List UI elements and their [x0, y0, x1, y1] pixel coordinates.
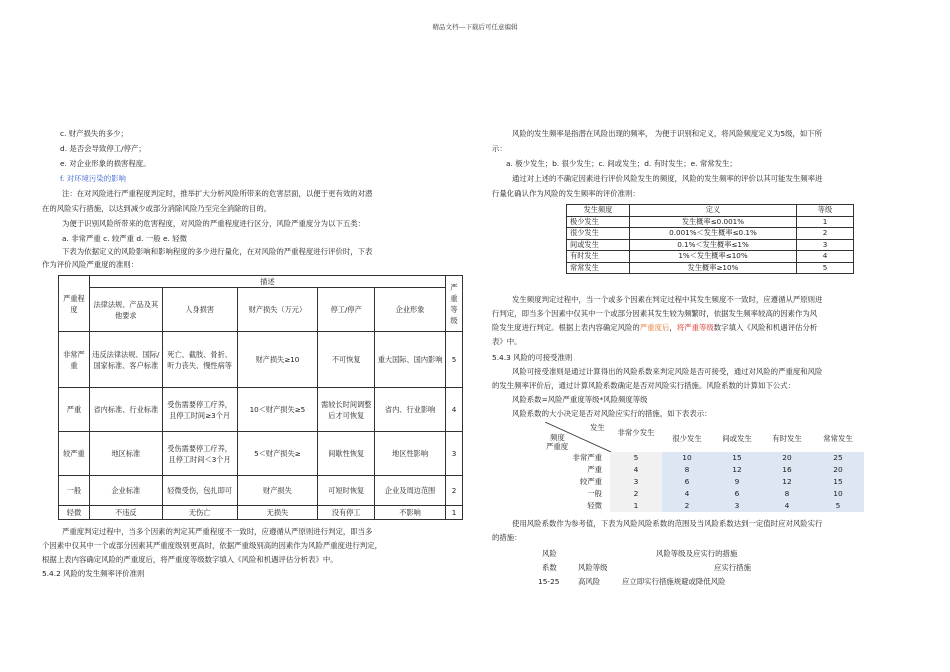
- matrix-cell: 25: [833, 453, 843, 462]
- matrix-cell: 12: [732, 465, 742, 474]
- freq-cell: 0.1%＜发生概率≤1%: [630, 239, 797, 251]
- classify-line: 为便于识别风险所带来的危害程度，对风险的严重程度进行区分，风险严重度分为以下五类：: [62, 219, 366, 228]
- freq-para-3a: 险发生度进行判定。根据上表内容确定风险的: [492, 323, 640, 332]
- sev-cell: 3: [445, 432, 462, 476]
- matrix-cell: 8: [784, 489, 790, 498]
- accept-line-2: 的发生频率评价后，通过计算风险系数确定是否对风险实行措施。风险系数的计算如下公式：: [492, 381, 796, 390]
- freq-para-3b: 严重度后: [639, 323, 670, 332]
- table-row: [567, 216, 854, 228]
- table-row: [567, 251, 854, 263]
- sev-cell: 非常严重: [59, 332, 90, 388]
- sev-col-image: 企业形象: [375, 288, 446, 332]
- sev-cell: 轻微受伤，包扎即可: [162, 476, 237, 506]
- sev-cell: 财产损失≥10: [237, 332, 318, 388]
- sev-cell: 受伤需要停工疗养，且停工时间≥3个月: [162, 388, 237, 432]
- table-intro-2: 作为评价风险严重度的准则：: [42, 260, 139, 269]
- matrix-cell: 5: [835, 501, 841, 510]
- sev-col-injury: 人身损害: [162, 288, 237, 332]
- matrix-col-head: 有时发生: [772, 434, 802, 443]
- matrix-cell: 3: [734, 501, 740, 510]
- item-c: c. 财产损失的多少；: [60, 129, 128, 138]
- matrix-cell: 6: [734, 489, 740, 498]
- table-row: [59, 476, 463, 506]
- sev-cell: 不违反: [89, 506, 162, 520]
- matrix-cell: 20: [782, 453, 792, 462]
- freq-para-3e: 数字填入《风险和机遇评估分析: [713, 323, 818, 332]
- matrix-cell: 2: [684, 501, 690, 510]
- accept-line-1: 风险可接受准则是通过计算得出的风险系数来判定风险是否可接受，通过对风险的严重度和风险: [512, 367, 823, 376]
- measures-intro-1: 使用风险系数作为参考值，下表为风险风险系数的范围及当风险系数达到一定值时应对风险实行: [512, 519, 823, 528]
- sev-cell: 省内标准、行业标准: [89, 388, 162, 432]
- matrix-col-head: 非常少发生: [617, 428, 655, 437]
- matrix-cell: 6: [684, 477, 690, 486]
- severity-table: [58, 275, 463, 520]
- table-row: [59, 388, 463, 432]
- frequency-table: [566, 204, 854, 274]
- matrix-row-label: 轻微: [587, 501, 602, 510]
- sev-col-severity: 严重程度: [59, 276, 90, 332]
- freq-cell: 极少发生: [567, 216, 630, 228]
- sev-cell: 重大国际、国内影响: [375, 332, 446, 388]
- sev-cell: 10＜财产损失≥5: [237, 388, 318, 432]
- matrix-row-label: 严重: [587, 465, 602, 474]
- freq-cell: 1%＜发生概率≤10%: [630, 251, 797, 263]
- sev-cell: 不可恢复: [318, 332, 375, 388]
- freq-cell: 间或发生: [567, 239, 630, 251]
- matrix-corner-occur: 发生: [590, 423, 605, 432]
- freq-para-4: 表》中。: [492, 337, 522, 346]
- freq-cell: 有时发生: [567, 251, 630, 263]
- section-543: 5.4.3 风险的可接受准则: [492, 353, 573, 362]
- matrix-corner-freq: 频度: [550, 433, 565, 442]
- sev-cell: 轻微: [59, 506, 90, 520]
- sev-cell: 省内、行业影响: [375, 388, 446, 432]
- sev-col-property: 财产损失（万元）: [237, 288, 318, 332]
- freq-col-def: 定义: [630, 205, 797, 217]
- sev-cell: 地区性影响: [375, 432, 446, 476]
- freq-intro-2: 示：: [492, 144, 507, 153]
- freq-intro-3: 通过对上述的不确定因素进行评价风险发生的频度，风险的发生频率的评价以其可能发生频率进: [512, 174, 823, 183]
- freq-col-name: 发生频度: [567, 205, 630, 217]
- sev-cell: 财产损失: [237, 476, 318, 506]
- table-row: [567, 262, 854, 274]
- freq-cell: 3: [797, 239, 854, 251]
- sev-cell: 企业标准: [89, 476, 162, 506]
- sev-cell: 5＜财产损失≥: [237, 432, 318, 476]
- matrix-row-label: 非常严重: [572, 453, 602, 462]
- freq-para-3d: 将严重等级: [676, 323, 714, 332]
- measures-h1: 风险: [542, 549, 557, 558]
- accept-line-4: 风险系数的大小决定是否对风险应实行的措施，如下表表示：: [512, 409, 712, 418]
- matrix-cell: 4: [684, 489, 690, 498]
- freq-cell: 很少发生: [567, 228, 630, 240]
- freq-cell: 常常发生: [567, 262, 630, 274]
- sev-cell: 可短时恢复: [318, 476, 375, 506]
- sev-col-stop: 停工/停产: [318, 288, 375, 332]
- measures-h5: 应实行措施: [714, 563, 751, 572]
- sev-cell: 地区标准: [89, 432, 162, 476]
- table-row: [567, 228, 854, 240]
- freq-cell: 发生概率≥10%: [630, 262, 797, 274]
- matrix-cell: 12: [782, 477, 792, 486]
- matrix-row-label: 较严重: [579, 477, 602, 486]
- matrix-cell: 5: [633, 453, 639, 462]
- item-e: e. 对企业形象的损害程度。: [60, 159, 151, 168]
- matrix-cell: 1: [633, 501, 639, 510]
- matrix-col-head: 间或发生: [722, 434, 752, 443]
- sev-group-header: 描述: [89, 276, 445, 288]
- table-row: [59, 332, 463, 388]
- freq-cell: 发生概率≤0.001%: [630, 216, 797, 228]
- freq-para-3c: ，: [669, 323, 677, 332]
- sev-cell: 一般: [59, 476, 90, 506]
- sev-cell: 无伤亡: [162, 506, 237, 520]
- sev-cell: 2: [445, 476, 462, 506]
- item-f-heading: f. 对环境污染的影响: [60, 174, 126, 183]
- freq-cell: 2: [797, 228, 854, 240]
- page-header: 精品文档---下载后可任意编辑: [432, 23, 518, 31]
- matrix-row-label: 一般: [587, 489, 602, 498]
- measures-h2: 风险等级及应实行的措施: [656, 549, 738, 558]
- after-line-2: 个因素中仅其中一个或部分因素其严重度级别更高时，依据严重级别高的因素作为风险严重度进行判定，: [42, 541, 382, 550]
- matrix-cell: 15: [732, 453, 742, 462]
- matrix-col-head: 常常发生: [823, 434, 853, 443]
- freq-cell: 1: [797, 216, 854, 228]
- note-line-2: 在的风险实行措施，以达到减少或部分消除风险乃至完全消除的目的。: [42, 204, 272, 213]
- matrix-corner-sev: 严重度: [546, 442, 569, 451]
- note-line-1: 注：在对风险进行严重程度判定时，推举扩大分析风险所带来的危害层面，以便于更有效的对潜: [62, 189, 373, 198]
- matrix-cell: 16: [782, 465, 792, 474]
- five-classes: a. 非常严重 c. 较严重 d. 一般 e. 轻微: [62, 234, 187, 243]
- sev-cell: 5: [445, 332, 462, 388]
- sev-cell: 无损失: [237, 506, 318, 520]
- measures-intro-2: 的措施：: [492, 533, 522, 542]
- freq-cell: 4: [797, 251, 854, 263]
- freq-para-1: 发生频度判定过程中，当一个或多个因素在判定过程中其发生频度不一致时，应遵循从严原则进: [512, 295, 823, 304]
- freq-cell: 5: [797, 262, 854, 274]
- sev-cell: 没有停工: [318, 506, 375, 520]
- sev-cell: 受伤需要停工疗养，且停工时间＜3个月: [162, 432, 237, 476]
- freq-intro-1: 风险的发生频率是指潜在风险出现的频率， 为便于识别和定义，将风险频度定义为5级，如下所: [512, 129, 823, 138]
- freq-col-level: 等级: [797, 205, 854, 217]
- matrix-cell: 9: [734, 477, 740, 486]
- freq-classes: a. 极少发生；b. 很少发生；c. 间或发生；d. 有时发生；e. 常常发生；: [506, 159, 737, 168]
- sev-col-level: 严重等级: [445, 276, 462, 332]
- table-row: [567, 239, 854, 251]
- matrix-cell: 10: [682, 453, 692, 462]
- sev-cell: 违反法律法规、国际/国家标准、客户标准: [89, 332, 162, 388]
- after-line-3: 根据上表内容确定风险的严重度后，将严重度等级数字填入《风险和机遇评估分析表》中。: [42, 555, 338, 564]
- freq-para-2: 行判定，即当多个因素中仅其中一个或部分因素其发生较为频繁时，依据发生频率较高的因素作为风: [492, 309, 818, 318]
- sev-cell: 间歇性恢复: [318, 432, 375, 476]
- sev-cell: 严重: [59, 388, 90, 432]
- sev-col-law: 法律法规、产品及其他要求: [89, 288, 162, 332]
- matrix-cell: 2: [633, 489, 639, 498]
- matrix-cell: 3: [633, 477, 639, 486]
- freq-cell: 0.001%＜发生概率≤0.1%: [630, 228, 797, 240]
- sev-cell: 不影响: [375, 506, 446, 520]
- sev-cell: 4: [445, 388, 462, 432]
- table-row: [59, 432, 463, 476]
- matrix-cell: 8: [684, 465, 690, 474]
- item-d: d. 是否会导致停工/停产；: [60, 144, 146, 153]
- measures-r1b: 高风险: [578, 577, 601, 586]
- section-542: 5.4.2 风险的发生频率评价准则: [42, 569, 145, 578]
- sev-cell: 企业及周边范围: [375, 476, 446, 506]
- sev-cell: 1: [445, 506, 462, 520]
- measures-h4: 风险等级: [578, 563, 608, 572]
- after-line-1: 严重度判定过程中，当多个因素的判定其严重程度不一致时，应遵循从严原则进行判定，即当多: [62, 527, 373, 536]
- formula: 风险系数=风险严重度等级*风险频度等级: [512, 395, 648, 404]
- sev-cell: 需较长时间调整后才可恢复: [318, 388, 375, 432]
- sev-cell: 较严重: [59, 432, 90, 476]
- sev-cell: 死亡、截肢、骨折、听力丧失、慢性病等: [162, 332, 237, 388]
- matrix-cell: 4: [784, 501, 790, 510]
- matrix-cell: 20: [833, 465, 843, 474]
- measures-r1c: 应立即实行措施规避或降低风险: [622, 577, 726, 586]
- measures-h3: 系数: [542, 563, 557, 572]
- measures-r1a: 15-25: [538, 577, 560, 586]
- freq-intro-4: 行量化确认作为风险的发生频率的评价准则：: [492, 189, 640, 198]
- table-row: [59, 506, 463, 520]
- matrix-cell: 4: [633, 465, 639, 474]
- matrix-cell: 10: [833, 489, 843, 498]
- table-intro-1: 下表为依据定义的风险影响和影响程度的多少进行量化，在对风险的严重程度进行评价时，下表: [62, 247, 373, 256]
- freq-para-3: [492, 322, 817, 333]
- matrix-cell: 15: [833, 477, 843, 486]
- matrix-col-head: 很少发生: [672, 434, 702, 443]
